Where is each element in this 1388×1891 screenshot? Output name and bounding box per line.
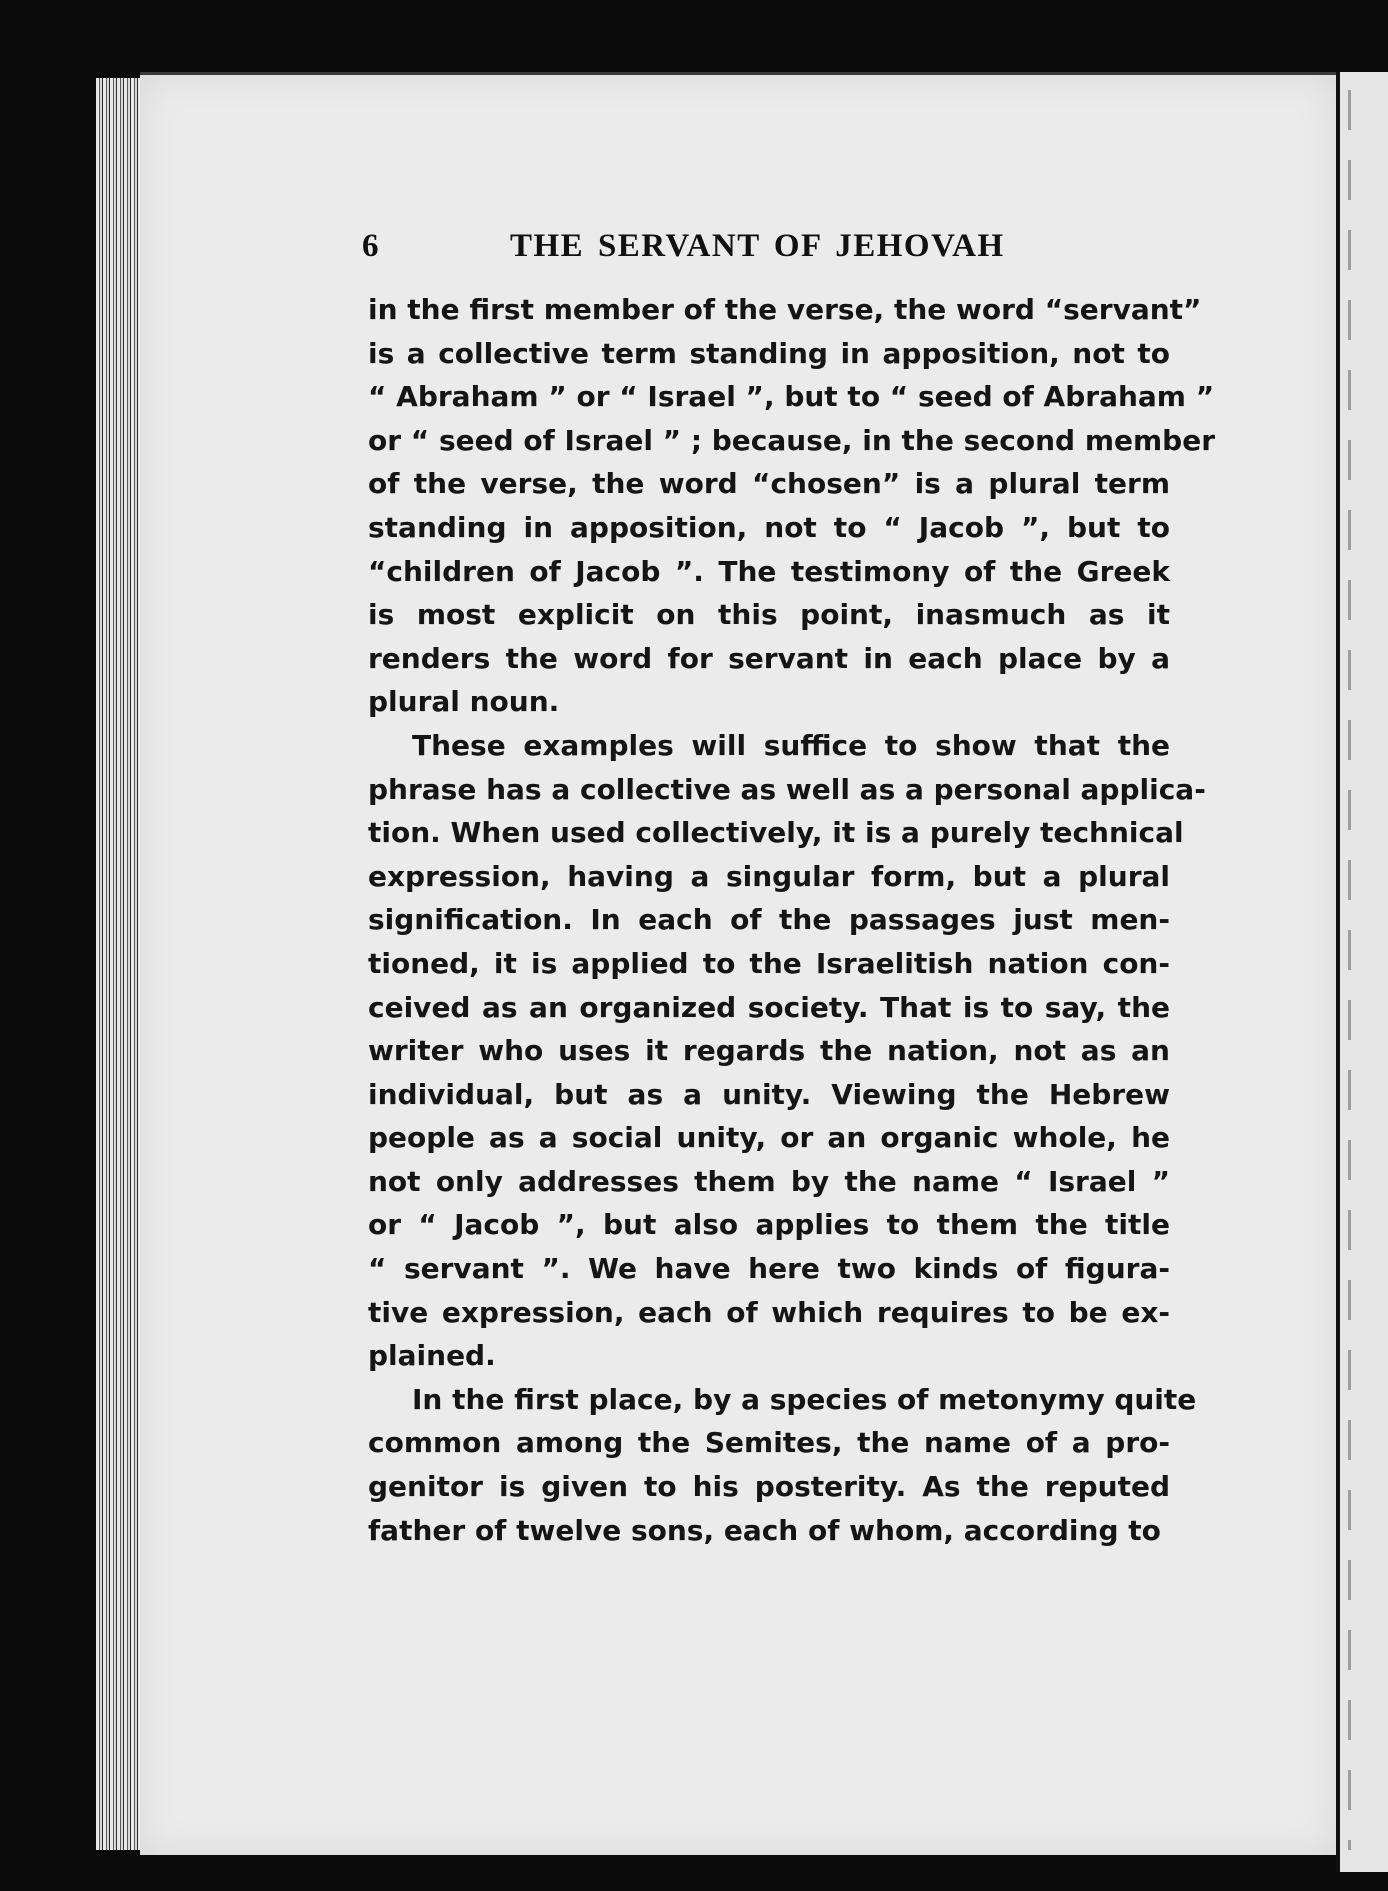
running-head: THE SERVANT OF JEHOVAH [510, 228, 1005, 264]
text-line: standing in apposition, not to “ Jacob ”, but to [368, 510, 1170, 544]
text-line: people as a social unity, or an organic whole, he [368, 1121, 1170, 1155]
text-line: plural noun. [368, 685, 560, 719]
text-line: In the first place, by a species of metonymy quite [412, 1382, 1197, 1416]
text-line: of the verse, the word “chosen” is a plural term [368, 467, 1170, 501]
paragraph [368, 288, 1215, 724]
text-line: These examples will suffice to show that the [412, 728, 1170, 762]
paragraph [368, 1378, 1197, 1552]
text-line: “children of Jacob ”. The testimony of the Greek [368, 554, 1170, 588]
text-line: father of twelve sons, each of whom, according to [368, 1513, 1161, 1547]
text-line: genitor is given to his posterity. As the reputed [368, 1470, 1170, 1504]
text-line: renders the word for servant in each place by a [368, 641, 1170, 675]
text-line: or “ Jacob ”, but also applies to them the title [368, 1208, 1170, 1242]
facing-page-shadow [1348, 90, 1351, 1850]
text-line: “ Abraham ” or “ Israel ”, but to “ seed of Abraham ” [368, 380, 1215, 414]
text-line: is a collective term standing in apposition, not to [368, 336, 1170, 370]
paragraph [368, 724, 1206, 1378]
page-header [362, 228, 1172, 278]
text-line: tion. When used collectively, it is a purely technical [368, 816, 1184, 850]
text-line: individual, but as a unity. Viewing the Hebrew [368, 1077, 1170, 1111]
text-line: ceived as an organized society. That is to say, the [368, 990, 1170, 1024]
text-line: writer who uses it regards the nation, not as an [368, 1034, 1170, 1068]
facing-page-edge [1336, 72, 1388, 1872]
text-line: tioned, it is applied to the Israelitish nation con- [368, 946, 1170, 980]
body-text [368, 288, 1215, 1552]
text-line: common among the Semites, the name of a pro- [368, 1426, 1170, 1460]
page-number: 6 [362, 228, 380, 264]
text-line: is most explicit on this point, inasmuch as it [368, 598, 1170, 632]
text-line: plained. [368, 1339, 496, 1373]
text-line: expression, having a singular form, but a plural [368, 859, 1170, 893]
text-line: in the first member of the verse, the word “servant” [368, 293, 1202, 326]
text-line: not only addresses them by the name “ Israel ” [368, 1164, 1170, 1198]
text-line: tive expression, each of which requires to be ex- [368, 1295, 1170, 1329]
text-line: “ servant ”. We have here two kinds of figura- [368, 1252, 1170, 1286]
text-line: phrase has a collective as well as a personal applica- [368, 772, 1206, 806]
text-line: or “ seed of Israel ” ; because, in the second member [368, 423, 1215, 457]
text-line: signification. In each of the passages just men- [368, 903, 1170, 937]
